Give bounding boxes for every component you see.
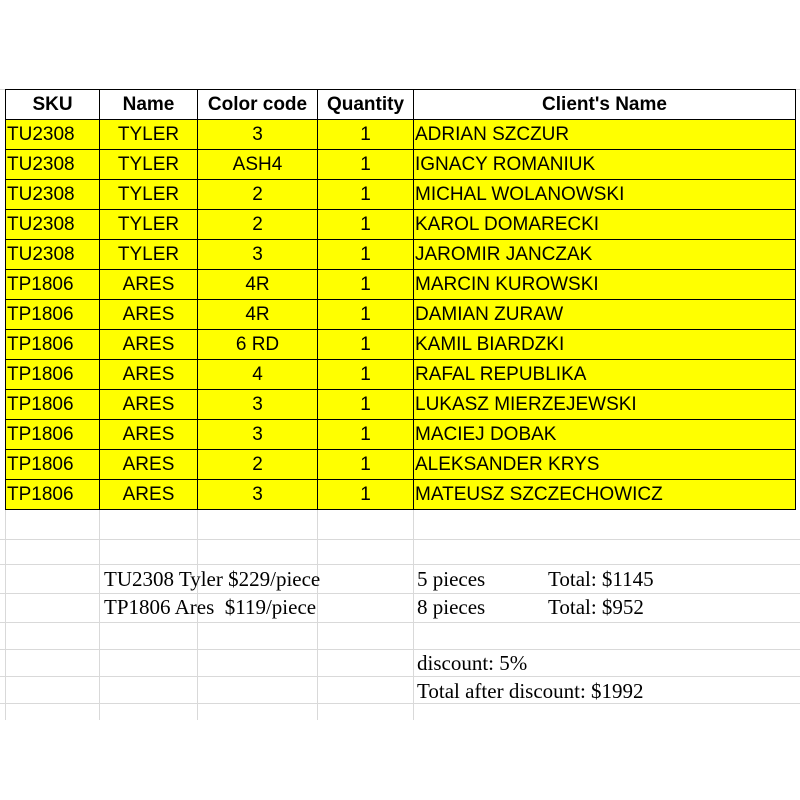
client-name-cell[interactable]: JAROMIR JANCZAK — [414, 240, 796, 270]
client-name-cell[interactable]: MICHAL WOLANOWSKI — [414, 180, 796, 210]
name-cell[interactable]: TYLER — [100, 120, 198, 150]
quantity-cell[interactable]: 1 — [318, 240, 414, 270]
table-row — [6, 270, 796, 300]
client-name-cell[interactable]: RAFAL REPUBLIKA — [414, 360, 796, 390]
quantity-header[interactable]: Quantity — [318, 90, 414, 120]
ares-price-line[interactable]: TP1806 Ares $119/piece — [104, 595, 317, 619]
quantity-cell[interactable]: 1 — [318, 450, 414, 480]
quantity-cell[interactable]: 1 — [318, 270, 414, 300]
total-after-discount[interactable]: Total after discount: $1992 — [417, 679, 644, 703]
sku-cell[interactable]: TP1806 — [6, 270, 100, 300]
orders-table — [5, 89, 796, 510]
sku-cell[interactable]: TU2308 — [6, 120, 100, 150]
gridline — [99, 508, 100, 720]
sku-cell[interactable]: TP1806 — [6, 450, 100, 480]
table-row — [6, 180, 796, 210]
gridline — [5, 508, 6, 720]
sku-cell[interactable]: TU2308 — [6, 150, 100, 180]
quantity-cell[interactable]: 1 — [318, 390, 414, 420]
table-row — [6, 120, 796, 150]
gridline — [0, 703, 800, 704]
sku-cell[interactable]: TP1806 — [6, 300, 100, 330]
color-code-cell[interactable]: 3 — [198, 240, 318, 270]
ares-total[interactable]: Total: $952 — [548, 595, 644, 619]
name-cell[interactable]: ARES — [100, 300, 198, 330]
gridline — [0, 649, 800, 650]
quantity-cell[interactable]: 1 — [318, 330, 414, 360]
client-name-cell[interactable]: MARCIN KUROWSKI — [414, 270, 796, 300]
quantity-cell[interactable]: 1 — [318, 180, 414, 210]
name-cell[interactable]: ARES — [100, 360, 198, 390]
sku-cell[interactable]: TP1806 — [6, 480, 100, 510]
name-cell[interactable]: TYLER — [100, 150, 198, 180]
color-code-cell[interactable]: 4R — [198, 300, 318, 330]
name-cell[interactable]: ARES — [100, 270, 198, 300]
sku-cell[interactable]: TP1806 — [6, 360, 100, 390]
quantity-cell[interactable]: 1 — [318, 480, 414, 510]
client-name-header[interactable]: Client's Name — [414, 90, 796, 120]
quantity-cell[interactable]: 1 — [318, 300, 414, 330]
client-name-cell[interactable]: KAMIL BIARDZKI — [414, 330, 796, 360]
sku-cell[interactable]: TP1806 — [6, 330, 100, 360]
client-name-cell[interactable]: MATEUSZ SZCZECHOWICZ — [414, 480, 796, 510]
tyler-pieces-count[interactable]: 5 pieces — [417, 567, 486, 591]
ares-pieces-count[interactable]: 8 pieces — [417, 595, 486, 619]
gridline — [0, 539, 800, 540]
color-code-header[interactable]: Color code — [198, 90, 318, 120]
color-code-cell[interactable]: 3 — [198, 420, 318, 450]
gridline — [0, 622, 800, 623]
discount-line[interactable]: discount: 5% — [417, 651, 528, 675]
color-code-cell[interactable]: 6 RD — [198, 330, 318, 360]
name-cell[interactable]: ARES — [100, 390, 198, 420]
color-code-cell[interactable]: 3 — [198, 390, 318, 420]
name-cell[interactable]: TYLER — [100, 180, 198, 210]
color-code-cell[interactable]: 3 — [198, 480, 318, 510]
sku-cell[interactable]: TP1806 — [6, 390, 100, 420]
name-cell[interactable]: TYLER — [100, 240, 198, 270]
sku-cell[interactable]: TU2308 — [6, 240, 100, 270]
quantity-cell[interactable]: 1 — [318, 420, 414, 450]
orders-body — [6, 120, 796, 510]
name-cell[interactable]: ARES — [100, 420, 198, 450]
tyler-total[interactable]: Total: $1145 — [548, 567, 654, 591]
color-code-cell[interactable]: ASH4 — [198, 150, 318, 180]
name-cell[interactable]: TYLER — [100, 210, 198, 240]
color-code-cell[interactable]: 3 — [198, 120, 318, 150]
gridline — [413, 508, 414, 720]
table-row — [6, 330, 796, 360]
client-name-cell[interactable]: LUKASZ MIERZEJEWSKI — [414, 390, 796, 420]
color-code-cell[interactable]: 4 — [198, 360, 318, 390]
table-row — [6, 390, 796, 420]
quantity-cell[interactable]: 1 — [318, 210, 414, 240]
table-row — [6, 240, 796, 270]
gridline — [0, 676, 800, 677]
client-name-cell[interactable]: DAMIAN ZURAW — [414, 300, 796, 330]
color-code-cell[interactable]: 4R — [198, 270, 318, 300]
name-cell[interactable]: ARES — [100, 480, 198, 510]
quantity-cell[interactable]: 1 — [318, 120, 414, 150]
sku-cell[interactable]: TU2308 — [6, 210, 100, 240]
client-name-cell[interactable]: IGNACY ROMANIUK — [414, 150, 796, 180]
table-row — [6, 420, 796, 450]
gridline — [317, 508, 318, 720]
color-code-cell[interactable]: 2 — [198, 450, 318, 480]
name-cell[interactable]: ARES — [100, 450, 198, 480]
quantity-cell[interactable]: 1 — [318, 360, 414, 390]
quantity-cell[interactable]: 1 — [318, 150, 414, 180]
sku-header[interactable]: SKU — [6, 90, 100, 120]
client-name-cell[interactable]: ALEKSANDER KRYS — [414, 450, 796, 480]
table-row — [6, 480, 796, 510]
gridline — [0, 593, 800, 594]
header-row — [6, 90, 796, 120]
tyler-price-line[interactable]: TU2308 Tyler $229/piece — [104, 567, 321, 591]
name-cell[interactable]: ARES — [100, 330, 198, 360]
client-name-cell[interactable]: KAROL DOMARECKI — [414, 210, 796, 240]
gridline — [0, 564, 800, 565]
sku-cell[interactable]: TU2308 — [6, 180, 100, 210]
color-code-cell[interactable]: 2 — [198, 180, 318, 210]
table-row — [6, 360, 796, 390]
table-row — [6, 300, 796, 330]
sku-cell[interactable]: TP1806 — [6, 420, 100, 450]
client-name-cell[interactable]: MACIEJ DOBAK — [414, 420, 796, 450]
table-row — [6, 150, 796, 180]
table-row — [6, 210, 796, 240]
name-header[interactable]: Name — [100, 90, 198, 120]
color-code-cell[interactable]: 2 — [198, 210, 318, 240]
client-name-cell[interactable]: ADRIAN SZCZUR — [414, 120, 796, 150]
table-row — [6, 450, 796, 480]
